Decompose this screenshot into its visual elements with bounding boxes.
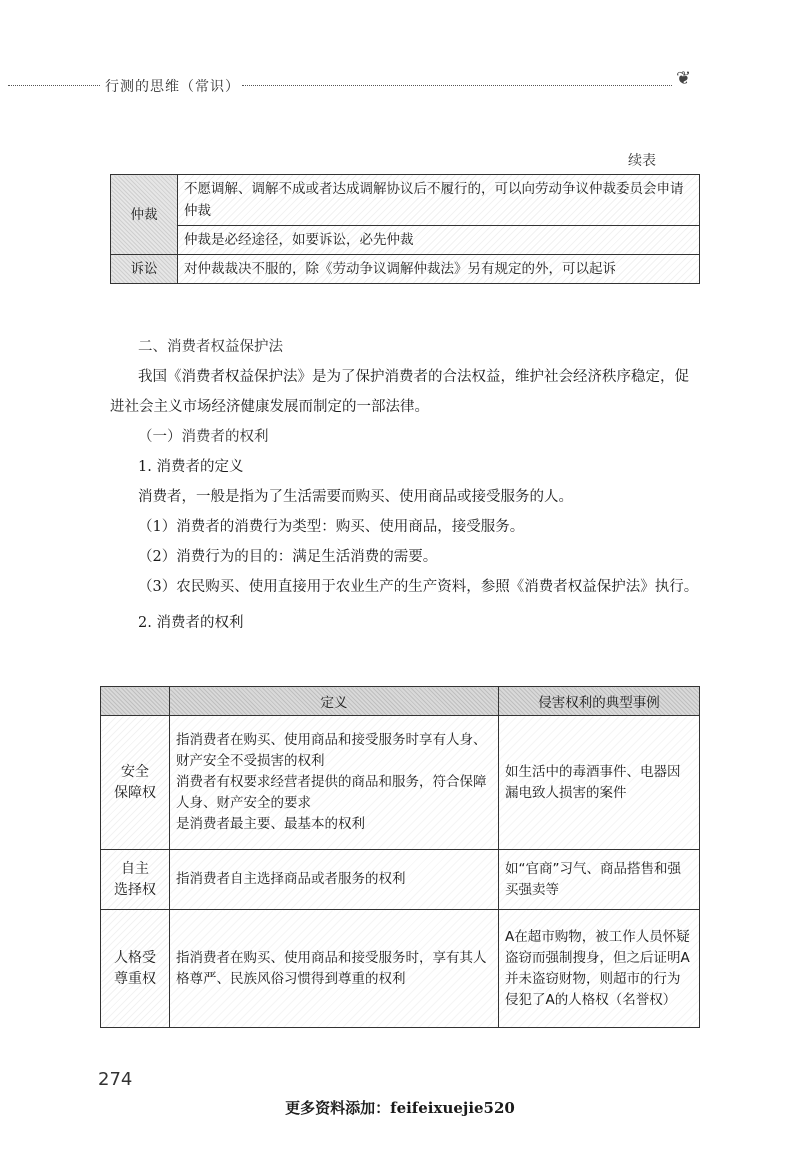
- definition-line: 消费者有权要求经营者提供的商品和服务，符合保障人身、财产安全的要求: [176, 774, 487, 811]
- row-label-line: 人格受: [114, 949, 156, 966]
- labor-dispute-table: [110, 174, 700, 284]
- row-label-line: 选择权: [114, 881, 156, 898]
- row-label-line: 自主: [121, 860, 149, 877]
- table-row: [101, 716, 700, 850]
- definition-line: 指消费者自主选择商品或者服务的权利: [176, 871, 406, 887]
- example-cell: 如“官商”习气、商品搭售和强买强卖等: [499, 850, 700, 910]
- point-item: （3）农民购买、使用直接用于农业生产的生产资料，参照《消费者权益保护法》执行。: [138, 579, 699, 595]
- table-row: [111, 226, 700, 255]
- header-dotted-rule-left: [8, 85, 100, 86]
- definition-line: 指消费者在购买、使用商品和接受服务时享有人身、财产安全不受损害的权利: [176, 732, 487, 769]
- table-cell: 仲裁是必经途径，如要诉讼，必先仲裁: [178, 226, 700, 255]
- header-title: 行测的思维（常识）: [105, 79, 240, 95]
- row-label: [101, 910, 170, 1028]
- definition-cell: [170, 850, 499, 910]
- table-row: [111, 175, 700, 226]
- definition-line: 指消费者在购买、使用商品和接受服务时，享有其人格尊严、民族风俗习惯得到尊重的权利: [176, 949, 487, 987]
- table-cell: 不愿调解、调解不成或者达成调解协议后不履行的，可以向劳动争议仲裁委员会申请仲裁: [178, 175, 700, 226]
- item-title: 2. 消费者的权利: [138, 615, 244, 631]
- row-label-line: 保障权: [114, 784, 156, 801]
- intro-paragraph: 我国《消费者权益保护法》是为了保护消费者的合法权益，维护社会经济秩序稳定，促进社会主义市场经济健康发展而制定的一部法律。: [110, 369, 689, 415]
- example-cell: 如生活中的毒酒事件、电器因漏电致人损害的案件: [499, 716, 700, 850]
- continued-label: 续表: [628, 153, 656, 169]
- table-row: [101, 910, 700, 1028]
- row-label-line: 安全: [121, 763, 149, 780]
- running-header: [0, 68, 800, 98]
- example-cell: A在超市购物，被工作人员怀疑盗窃而强制搜身，但之后证明A并未盗窃财物，则超市的行为侵犯了A的人格权（名誉权）: [499, 910, 700, 1028]
- sprout-icon: ❦: [676, 68, 692, 89]
- definition-cell: [170, 716, 499, 850]
- definition-paragraph: 消费者，一般是指为了生活需要而购买、使用商品或接受服务的人。: [138, 489, 573, 505]
- definition-line: 是消费者最主要、最基本的权利: [176, 816, 365, 832]
- row-label-line: 尊重权: [114, 970, 156, 987]
- row-label: [101, 716, 170, 850]
- header-dotted-rule-right: [242, 85, 672, 86]
- item-title: 1. 消费者的定义: [138, 459, 244, 475]
- footer-note: 更多资料添加：feifeixuejie520: [285, 1099, 515, 1117]
- section-heading: 二、消费者权益保护法: [138, 339, 283, 355]
- column-header: 定义: [170, 687, 499, 716]
- row-label-arbitration: 仲裁: [111, 175, 178, 255]
- table-cell: 对仲裁裁决不服的，除《劳动争议调解仲裁法》另有规定的外，可以起诉: [178, 255, 700, 284]
- page-number: 274: [98, 1069, 133, 1090]
- table-row: [111, 255, 700, 284]
- section-body: [110, 332, 700, 638]
- sub-heading: （一）消费者的权利: [138, 429, 269, 445]
- consumer-rights-table: [100, 686, 700, 1028]
- row-label-litigation: 诉讼: [111, 255, 178, 284]
- table-header-row: [101, 687, 700, 716]
- column-header: 侵害权利的典型事例: [499, 687, 700, 716]
- point-item: （1）消费者的消费行为类型：购买、使用商品，接受服务。: [138, 519, 525, 535]
- column-header: [101, 687, 170, 716]
- definition-cell: [170, 910, 499, 1028]
- table-row: [101, 850, 700, 910]
- row-label: [101, 850, 170, 910]
- point-item: （2）消费行为的目的：满足生活消费的需要。: [138, 549, 438, 565]
